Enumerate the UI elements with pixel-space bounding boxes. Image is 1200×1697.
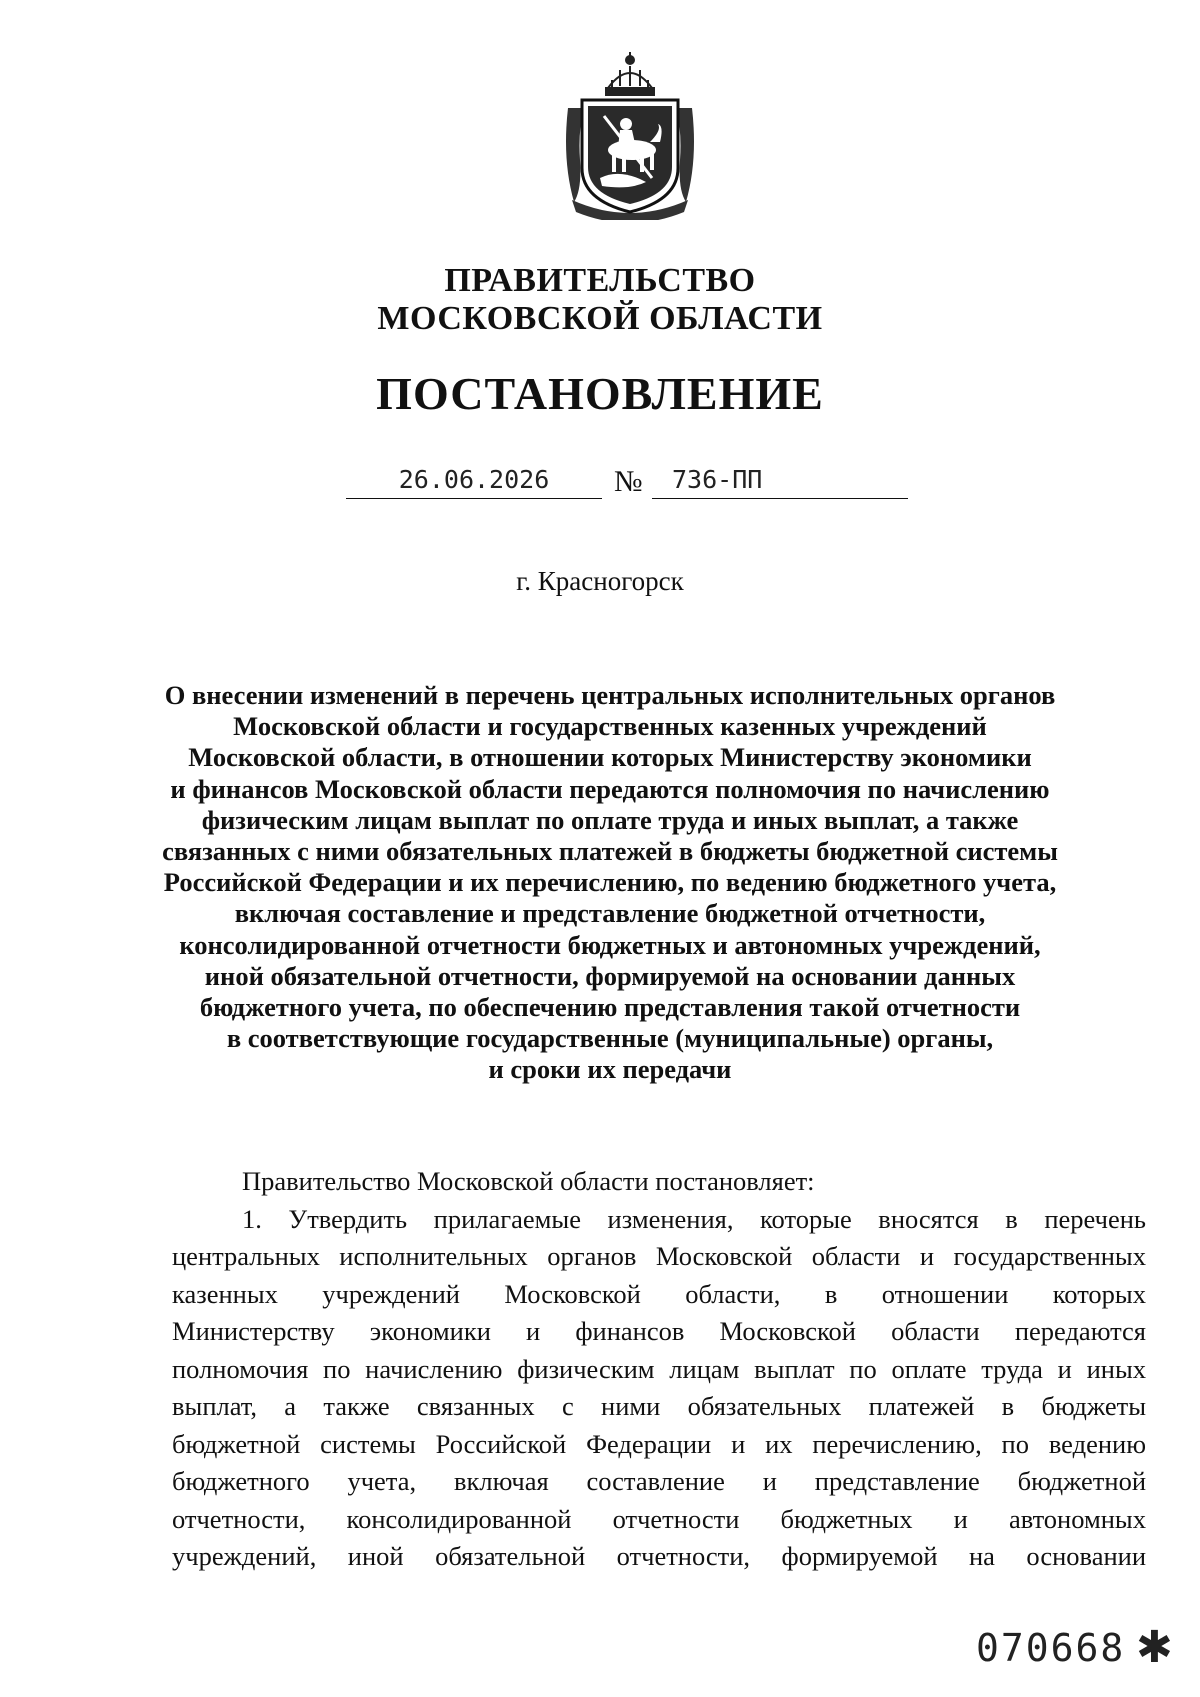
document-number: 736-ПП xyxy=(652,462,908,499)
paragraph-line: 1. Утвердить прилагаемые изменения, которые вносятся в перечень xyxy=(242,1203,1146,1234)
issuing-authority xyxy=(0,262,1200,338)
issue-city: г. Красногорск xyxy=(516,566,684,596)
document-date: 26.06.2026 xyxy=(346,462,602,499)
document-body xyxy=(172,1163,1146,1576)
paragraph-line: выплат, а также связанных с ними обязательных платежей в бюджеты xyxy=(172,1391,1146,1421)
registration-line xyxy=(346,462,906,502)
document-title xyxy=(150,680,1070,1086)
title-line: О внесении изменений в перечень центральных исполнительных органов xyxy=(164,680,1056,710)
title-line: включая составление и представление бюджетной отчетности, xyxy=(234,898,986,929)
title-line: связанных с ними обязательных платежей в бюджеты бюджетной системы xyxy=(162,836,1058,867)
paragraph-line: учреждений, иной обязательной отчетности, формируемой на основании xyxy=(172,1541,1146,1571)
paragraph-line: полномочия по начислению физическим лицам выплат по оплате труда и иных xyxy=(172,1353,1146,1384)
title-line: и финансов Московской области передаются полномочия по начислению xyxy=(170,773,1050,804)
title-line: Московской области, в отношении которых Министерству экономики xyxy=(188,742,1032,773)
title-line: физическим лицам выплат по оплате труда и иных выплат, а также xyxy=(201,804,1019,835)
authority-line-2: МОСКОВСКОЙ ОБЛАСТИ xyxy=(377,300,823,337)
asterisk-icon: ✱ xyxy=(1136,1623,1173,1672)
paragraph-line: бюджетной системы Российской Федерации и их перечислению, по ведению xyxy=(172,1428,1146,1459)
title-line: Московской области и государственных казенных учреждений xyxy=(233,711,987,742)
paragraph-line: Министерству экономики и финансов Московской области передаются xyxy=(172,1316,1146,1346)
paragraph-line: отчетности, консолидированной отчетности бюджетных и автономных xyxy=(172,1503,1146,1534)
authority-line-1: ПРАВИТЕЛЬСТВО xyxy=(444,262,756,299)
number-sign: № xyxy=(614,465,643,498)
paragraph-line: центральных исполнительных органов Московской области и государственных xyxy=(172,1241,1146,1271)
title-line: и сроки их передачи xyxy=(488,1054,732,1085)
paragraph-line: казенных учреждений Московской области, в отношении которых xyxy=(172,1278,1146,1309)
title-line: бюджетного учета, по обеспечению представления такой отчетности xyxy=(199,992,1021,1023)
title-line: в соответствующие государственные (муниципальные) органы, xyxy=(226,1023,994,1054)
title-line: Российской Федерации и их перечислению, по ведению бюджетного учета, xyxy=(163,867,1057,898)
resolution-lead: Правительство Московской области постановляет: xyxy=(242,1166,815,1196)
paragraph-line: бюджетного учета, включая составление и представление бюджетной xyxy=(172,1466,1146,1496)
coat-of-arms-icon xyxy=(560,50,700,220)
title-line: консолидированной отчетности бюджетных и автономных учреждений, xyxy=(179,929,1041,960)
form-serial-number: 070668 xyxy=(976,1626,1126,1670)
document-type: ПОСТАНОВЛЕНИЕ xyxy=(376,368,824,419)
paragraph-1 xyxy=(172,1201,1146,1576)
title-line: иной обязательной отчетности, формируемой на основании данных xyxy=(204,960,1016,991)
